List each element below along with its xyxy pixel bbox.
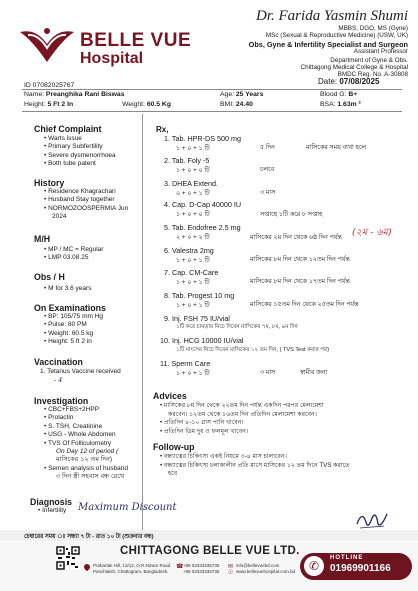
advices-title: Advices <box>153 391 187 401</box>
obs-title: Obs / H <box>34 272 65 282</box>
advices-list <box>160 402 324 436</box>
advice-text: মাসিকের ৮ম দিন থেকে ২২তম দিন পর্যন্ত একদিন পরপর মেলামেশা <box>163 402 324 409</box>
diagnosis-list <box>38 507 66 515</box>
list-item: • Both tube patent <box>44 160 116 168</box>
advice-text: প্রতিদিন ডিম দুধ ও ফলমূল খাবেন। <box>163 427 249 435</box>
history-title: History <box>34 178 65 188</box>
rx-item-dose: ১ + ০ + ১ টি <box>176 279 210 286</box>
phone-icon: ☎ <box>176 564 184 570</box>
email[interactable]: info@bellevuebd.com <box>236 563 280 568</box>
examination-list <box>44 313 103 347</box>
hotline-label: HOTLINE <box>330 555 364 561</box>
list-item: • NORMOZOOSPERMIA Jun <box>44 205 128 213</box>
list-item: • Residence Khagrachari <box>44 188 128 196</box>
doctor-department: Department of Gyne & Obs. <box>330 57 408 64</box>
followup-list <box>160 453 350 479</box>
followup-text: বন্ধ্যাত্বের চিকিৎসা একই নিয়মে ৩-৪ মাস চালাবেন। <box>163 453 287 460</box>
rx-item-dose: ০ + ০ + ১ টি <box>176 190 210 197</box>
patient-bsa <box>320 101 361 108</box>
column-divider <box>142 114 143 536</box>
date-value: 07/08/2025 <box>339 77 380 86</box>
weight-value: 60.5 Kg <box>146 101 171 108</box>
blood-label: Blood G: <box>320 91 347 98</box>
address-line-2: Panchlaish, Chattogram, Bangladesh. <box>93 569 169 574</box>
list-item: করবেন। ১২তম থেকে ১৬তম দিন প্রতিদিন মেলামেশা করবেন। <box>168 410 317 418</box>
rx-item-dose: ১টি মাংসের নিচে দিবেন মাসিকের ১২ তম দিন, ( TVS Test করার পর) <box>176 347 330 353</box>
web-icon: ☉ <box>228 570 234 576</box>
rx-item-name: 1. Tab. HPR-DS 500 mg <box>164 134 241 143</box>
rx-item-name: 8. Tab. Progest 10 mg <box>164 291 235 300</box>
mail-icon: ✉ <box>228 564 234 570</box>
doctor-degrees: MBBS, DGO, MS (Gyne) <box>338 25 408 32</box>
list-item: • Semen analysis of husband <box>44 465 128 473</box>
name-label: Name: <box>24 91 45 98</box>
bsa-value: 1.63m ² <box>337 101 361 108</box>
doctor-title: Assistant Professor <box>353 48 408 55</box>
rx-item-duration: মাসিকের ১৫তম দিন থেকে ২৫তম দিন পর্যন্ত <box>250 301 359 308</box>
rx-item-note: স্বামীর জন্য <box>300 369 328 376</box>
rx-symbol: Rx, <box>156 125 169 134</box>
rx-item-dose: ২ + ০ + ২ টি <box>176 234 210 241</box>
patient-blood-group <box>320 91 357 98</box>
bsa-label: BSA: <box>320 101 336 108</box>
list-item: • LMP 03.08.25 <box>44 254 103 262</box>
qr-code-icon <box>56 546 80 570</box>
red-annotation: (২ম - ৬ম) <box>352 227 392 238</box>
hotline-number[interactable]: 01969901166 <box>330 563 391 574</box>
patient-weight <box>122 101 171 108</box>
list-item: • Weight: 60.5 kg <box>44 330 103 338</box>
list-item: • M for 3.6 years <box>44 285 91 293</box>
list-item: On Day 12 of period ( <box>56 448 119 456</box>
bmi-label: BMI: <box>220 101 234 108</box>
doctor-name: Dr. Farida Yasmin Shumi <box>256 8 408 24</box>
chief-complaint-list <box>44 135 116 169</box>
list-item: • CBC+FBS+2HPP <box>44 406 128 414</box>
brand-name: BELLE VUE <box>80 30 192 51</box>
vaccination-list <box>40 368 121 385</box>
chief-complaint-title: Chief Complaint <box>34 124 102 134</box>
rx-item-dose: ১ + ০ + ১ টি <box>176 370 210 377</box>
list-item: • Warts issue <box>44 135 116 143</box>
weight-label: Weight: <box>122 101 145 108</box>
mh-list <box>44 246 103 263</box>
followup-text: বন্ধ্যাত্বের চিকিৎসা চলাকালীন প্রতি মাসে মাসিকের ১২ তম দিনে TVS করাতে <box>163 461 350 469</box>
examination-title: On Examinations <box>34 303 106 313</box>
rx-item-name: 5. Tab. Endofree 2.5 mg <box>164 223 241 232</box>
hospital-name: CHITTAGONG BELLE VUE LTD. <box>120 545 300 557</box>
visit-date <box>318 77 379 86</box>
patient-age <box>220 91 263 98</box>
doctor-registration: BMDC Reg. No. A-30808 <box>337 71 408 78</box>
diagnosis-title: Diagnosis <box>30 497 73 507</box>
rx-item-dose: ১টি করে চামড়ার নিচে দিবেন মাসিকের ৭ম, ৮ম, ৯ম দিন <box>176 324 298 330</box>
list-item: 1. Tetanus Vaccine received <box>40 368 121 375</box>
list-item: • Pulse: 80 PM <box>44 321 103 329</box>
list-item: • S. TSH, Creatinine <box>44 423 128 431</box>
address-line-1: Prabartak Hill, 13/12, O.R.Nizam Road <box>93 563 171 568</box>
height-label: Height: <box>24 101 46 108</box>
rx-item-dose: ১ + ০ + ০ টি <box>176 211 210 218</box>
list-item: • USG - Whole Abdomen <box>44 431 128 439</box>
rx-item-duration: সপ্তাহে ১টি করে ৮ সপ্তাহ <box>260 211 323 218</box>
obs-list <box>44 285 91 293</box>
doctor-college: Chittagong Medical College & Hospital <box>300 64 408 71</box>
list-item: • বন্ধ্যাত্বের চিকিৎসা চলাকালীন প্রতি মাসে মাসিকের ১২ তম দিনে TVS করাতে <box>160 461 350 469</box>
list-item: • MP / MC = Regular <box>44 246 103 254</box>
list-item: • Primary Subfertility <box>44 143 116 151</box>
patient-height <box>24 101 73 108</box>
patient-id: ID 07082025767 <box>24 82 75 89</box>
doctor-msc: MSc (Sexual & Reproductive Medicine) (USW, UK) <box>265 32 408 39</box>
investigation-list <box>44 406 128 482</box>
patient-name <box>24 91 125 98</box>
rx-item-duration: ৩ মাস <box>260 189 276 196</box>
list-item: ৩ দিন স্ত্রী সহবাস বন্ধ রেখে <box>56 473 125 481</box>
rx-item-dose: ১ + ০ + ১ টি <box>176 145 210 152</box>
rx-item-name: 3. DHEA Extend. <box>164 179 218 188</box>
discount-note: Maximum Discount <box>78 502 177 513</box>
list-item: • Husband Stay together <box>44 196 128 204</box>
date-label: Date: <box>318 77 338 86</box>
patient-bmi <box>220 101 253 108</box>
mh-title: M/H <box>34 234 51 244</box>
list-item: • BP: 105/75 mm Hg <box>44 313 103 321</box>
divider <box>22 111 402 112</box>
name-value: Preanghika Rani Biswas <box>45 91 125 98</box>
investigation-title: Investigation <box>34 396 89 406</box>
list-item: • প্রতিদিন ৮-১০ গ্লাস পানি খাবেন। <box>160 419 244 427</box>
list-item: মাসিকের ১২ তম দিন) <box>56 456 113 464</box>
rx-item-duration: মাসিকের ২য় দিন থেকে ৬ষ্ঠ দিন পর্যন্ত <box>250 234 342 241</box>
history-list <box>44 188 128 222</box>
list-item: • প্রতিদিন ডিম দুধ ও ফলমূল খাবেন। <box>160 427 249 435</box>
rx-item-dose: ১ + ০ + ১ টি <box>176 302 210 309</box>
list-item: - 4 <box>54 376 63 385</box>
hotline-phone-icon: ✆ <box>304 556 324 576</box>
rx-item-duration: মাসিকের ৮ম দিন থেকে ১৭তম দিন পর্যন্ত <box>250 278 350 285</box>
phone-2: +88 02333336736 <box>183 569 220 574</box>
list-item: 2024 <box>52 213 67 221</box>
list-item: • Infertility <box>38 507 66 515</box>
blood-value: B+ <box>348 91 358 98</box>
hospital-logo-icon <box>18 22 76 66</box>
bmi-value: 24.40 <box>235 101 253 108</box>
height-value: 5 Ft 2 In <box>47 101 74 108</box>
doctor-specialty: Obs, Gyne & Infertility Specialist and Surgeon <box>248 40 408 49</box>
list-item: • Prolactin <box>44 414 128 422</box>
phone-1: +88 02333336735 <box>183 563 220 568</box>
list-item: • মাসিকের ৮ম দিন থেকে ২২তম দিন পর্যন্ত একদিন পরপর মেলামেশা <box>160 402 324 409</box>
rx-item-duration: ৫ দিন <box>260 144 275 151</box>
list-item: • TVS Of Folliculometry <box>44 440 128 448</box>
rx-item-name: 7. Cap. CM-Care <box>164 268 219 277</box>
chamber-time: চেম্বারের সময় ঃ সন্ধ্যা ৭ টা - রাত ১০ টা (শুক্রবার বন্ধ) <box>24 534 154 540</box>
list-item: • বন্ধ্যাত্বের চিকিৎসা একই নিয়মে ৩-৪ মাস চালাবেন। <box>160 453 287 460</box>
vaccination-title: Vaccination <box>34 357 83 367</box>
brand-subtitle: Hospital <box>80 50 144 67</box>
list-item: • Height: 5 ft 2 in <box>44 338 103 346</box>
advice-text: প্রতিদিন ৮-১০ গ্লাস পানি খাবেন। <box>163 419 244 427</box>
rx-item-name: 10. Inj. HCG 10000 IU/vial <box>160 336 244 345</box>
rx-item-duration: ৩ মাস <box>260 369 276 376</box>
divider <box>22 89 402 90</box>
age-label: Age: <box>220 91 234 98</box>
rx-item-name: 4. Cap. D-Cap 40000 IU <box>164 200 242 209</box>
age-value: 25 Years <box>235 91 264 98</box>
list-item: হবে <box>168 470 178 478</box>
rx-item-name: 11. Sperm Care <box>160 359 211 368</box>
list-item: • Severe dysmenorrhoea <box>44 152 116 160</box>
rx-item-name: 6. Valestra 2mg <box>164 246 214 255</box>
rx-item-dose: ১ + ০ + ০ টি <box>176 167 210 174</box>
rx-item-duration: মাসিকের ৮ম দিন থেকে ১২তম দিন পর্যন্ত <box>250 256 350 263</box>
rx-item-duration: চলবে <box>260 166 275 173</box>
rx-item-name: 9. Inj. FSH 75 IU/vial <box>164 314 230 323</box>
rx-item-name: 2. Tab. Foly -5 <box>164 156 210 165</box>
website[interactable]: www.bellevuehospital.com.bd <box>236 569 296 574</box>
followup-title: Follow-up <box>153 442 195 452</box>
rx-item-note: মাসিকের সময় ব্যথা হলে <box>306 144 367 151</box>
rx-item-dose: ১ + ০ + ১ টি <box>176 257 210 264</box>
